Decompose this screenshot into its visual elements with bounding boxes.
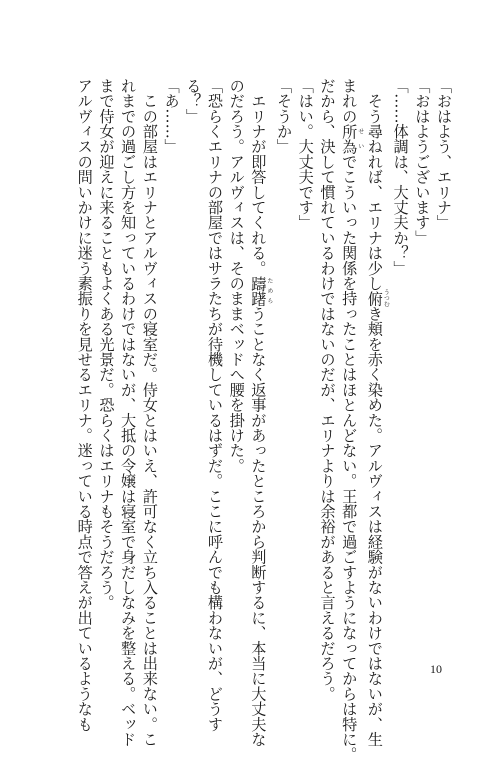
- text-line: [247, 78, 273, 747]
- text-line: [389, 78, 411, 638]
- text-segment: アルヴィスの問いかけに迷う素振りを見せるエリナ。迷っている時点で答えが出ているようなも: [75, 78, 94, 732]
- text-line: [316, 78, 338, 702]
- text-segment: のだろう。アルヴィスは、そのままベッドへ腰を掛けた。: [227, 78, 246, 474]
- text-line: [411, 78, 433, 638]
- text-segment: 「……体調は、大丈夫か？」: [391, 78, 410, 276]
- text-segment: この部屋はエリナとアルヴィスの寝室だ。侍女とはいえ、許可なく立ち入ることは出来ない。こ: [140, 78, 159, 747]
- text-segment: 「おはようございます」: [413, 78, 432, 246]
- ruby-base: 所為: [340, 123, 359, 155]
- text-line: [203, 78, 225, 732]
- text-segment: でこういった関係を持ったことはほとんどない。王都で過ごすようになってからは特に。: [340, 154, 359, 762]
- ruby-word: [365, 289, 390, 308]
- text-segment: 「はい。大丈夫です」: [296, 78, 315, 230]
- text-line: [73, 78, 95, 732]
- text-segment: 「おはよう、エリナ」: [435, 78, 453, 230]
- text-segment: うことなく返事があったところから判断するに、本当に大丈夫な: [249, 306, 268, 747]
- text-line: [272, 78, 294, 638]
- ruby-word: [249, 275, 273, 307]
- text-line: [95, 78, 117, 638]
- text-segment: 「そうか」: [275, 78, 294, 154]
- text-segment: 「恐らくエリナの部屋ではサラたちが待機しているはずだ。ここに呼んでも構わないが、どうす: [205, 78, 224, 732]
- ruby-base: 躊躇: [249, 275, 268, 307]
- text-segment: る？」: [184, 78, 203, 124]
- text-line: [337, 78, 364, 762]
- text-segment: れまでの過ごし方を知っているわけではないが、大抵の令嬢は寝室で身だしなみを整える。ベッド: [119, 78, 138, 747]
- text-segment: まで侍女が迎えに来ることもよくある光景だ。恐らくはエリナもそうだろう。: [97, 78, 116, 610]
- text-line: [294, 78, 316, 638]
- ruby-reading: せい: [356, 123, 364, 154]
- text-segment: まれの: [340, 78, 359, 124]
- ruby-reading: うつむ: [382, 289, 390, 308]
- text-segment: だから、決して慣れているわけではないのだが、エリナよりは余裕があると言えるだろう。: [318, 78, 337, 702]
- text-segment: き頬を赤く染めた。アルヴィスは経験がないわけではないが、生: [365, 306, 384, 747]
- page-number: 10: [430, 662, 442, 676]
- text-segment: エリナが即答してくれる。: [249, 78, 268, 276]
- text-line: [138, 78, 160, 747]
- ruby-word: [340, 123, 364, 155]
- text-line: [160, 78, 182, 638]
- text-line: [225, 78, 247, 638]
- ruby-base: 俯: [365, 289, 384, 308]
- text-segment: そう尋ねれば、エリナは少し: [365, 78, 384, 291]
- ruby-reading: ためら: [265, 275, 273, 307]
- text-line: [432, 78, 454, 638]
- text-line: [182, 78, 204, 638]
- text-line: [363, 78, 390, 747]
- text-segment: 「あ……」: [162, 78, 181, 154]
- text-line: [116, 78, 138, 747]
